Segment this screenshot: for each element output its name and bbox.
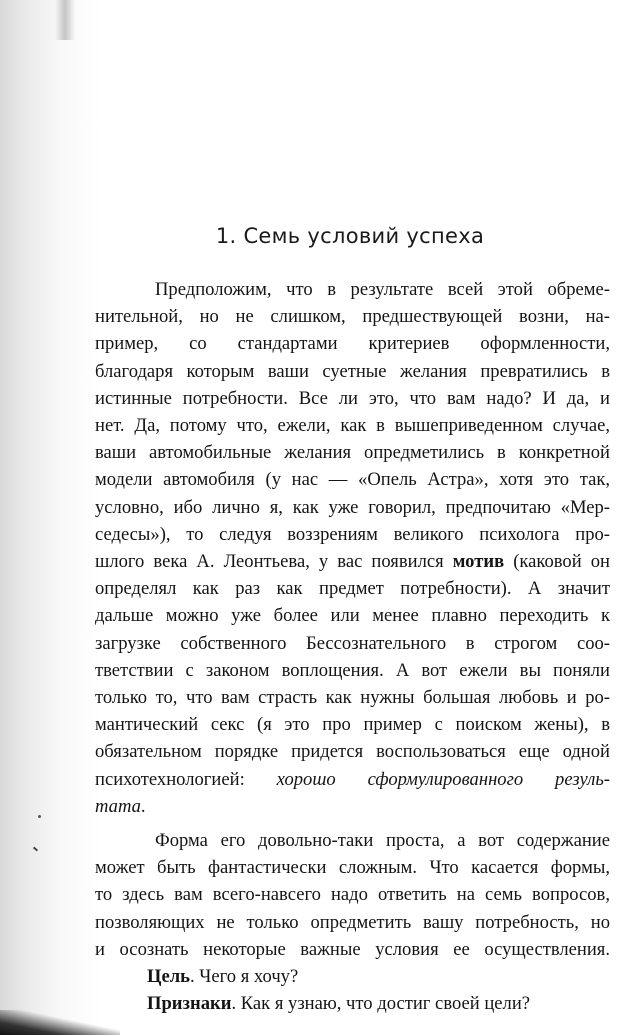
question-signs: [95, 990, 610, 1017]
text-line: нительной, но не слишком, предшествующей возни, на-: [95, 306, 610, 328]
text-line: позволяющих не только опредметить вашу потребность, но: [95, 911, 610, 933]
text-line: то здесь вам всего-навсего надо ответить на семь вопросов,: [95, 884, 610, 906]
question-label: Признаки: [147, 993, 232, 1015]
body-text: [95, 276, 610, 1017]
text-line: [95, 548, 610, 575]
text-line: только то, что вам страсть как нужны большая любовь и ро-: [95, 687, 610, 709]
text-line: дальше можно уже более или менее плавно переходить к: [95, 605, 610, 627]
text-line: обязательном порядке придется воспользоваться еще одной: [95, 741, 610, 763]
text-line: ваши автомобильные желания опредметились в конкретной: [95, 442, 610, 464]
text-line: может быть фантастически сложным. Что касается формы,: [95, 857, 610, 879]
term-motive: мотив: [452, 551, 505, 573]
text-line: определял как раз как предмет потребности). А значит: [95, 578, 610, 600]
text-line: истинные потребности. Все ли это, что вам надо? И да, и: [95, 387, 610, 409]
text-line: тветствии с законом воплощения. А вот ежели вы поняли: [95, 659, 610, 681]
text-fragment: шлого века А. Леонтьева, у вас появился: [95, 551, 453, 573]
question-goal: [95, 963, 610, 990]
text-line: седесы»), то следуя воззрениям великого психолога про-: [95, 523, 610, 545]
text-line: [95, 766, 610, 793]
text-line: Предположим, что в результате всей этой обреме-: [155, 279, 610, 300]
scan-speck: [38, 815, 41, 818]
text-line: пример, со стандартами критериев оформленности,: [95, 333, 610, 355]
text-line: Форма его довольно-таки проста, а вот содержание: [155, 830, 610, 852]
text-line: мантический секс (я это про пример с поиском жены), в: [95, 714, 610, 736]
spine-shadow: [55, 0, 75, 40]
text-line: условно, ибо лично я, как уже говорил, предпочитаю «Мер-: [95, 496, 610, 518]
question-text: . Чего я хочу?: [189, 966, 299, 988]
scan-speck: [33, 847, 38, 852]
text-fragment: психотехнологией:: [95, 768, 277, 790]
question-label: Цель: [147, 966, 190, 988]
text-fragment: .: [140, 795, 146, 817]
text-fragment: (каковой он: [504, 551, 610, 573]
text-line: [95, 793, 610, 820]
paragraph-gap: [95, 820, 610, 827]
text-line: благодаря которым ваши суетные желания превратились в: [95, 360, 610, 382]
text-line: и осознать некоторые важные условия ее осуществления.: [95, 938, 610, 960]
text-line: загрузке собственного Бессознательного в строгом соо-: [95, 632, 610, 654]
question-text: . Как я узнаю, что достиг своей цели?: [231, 993, 531, 1015]
emphasis-term: хорошо сформулированного резуль-: [276, 768, 610, 790]
chapter-title: 1. Семь условий успеха: [215, 224, 485, 248]
text-line: модели автомобиля (у нас — «Опель Астра», хотя это так,: [95, 469, 610, 491]
emphasis-term: тата: [95, 795, 141, 817]
text-line: нет. Да, потому что, ежели, как в вышеприведенном случае,: [95, 415, 610, 437]
